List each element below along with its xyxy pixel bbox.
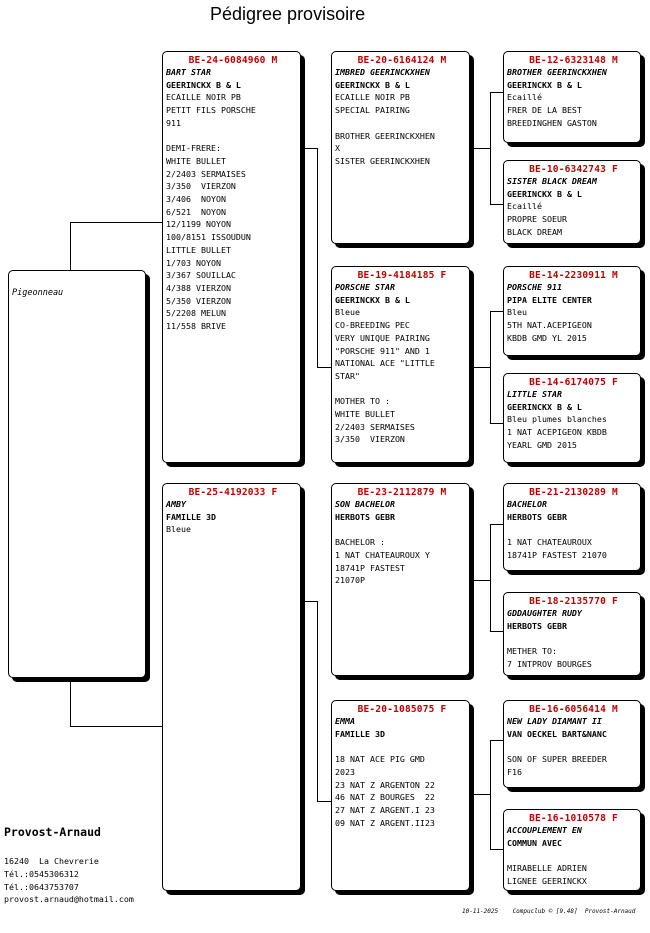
page-title: Pédigree provisoire [210,4,366,24]
connector-line [317,367,331,368]
ggp-card-dsd [503,592,641,676]
ggp-card-sss [503,51,641,143]
owner-name: HERBOTS GEBR [507,511,567,522]
connector-line [70,222,71,272]
pigeon-details: Bleue CO-BREEDING PEC VERY UNIQUE PAIRING "PORSCHE 911" AND 1 NATIONAL ACE "LITTLE STAR" MOTHER TO : WHITE BULLET 2/2403 SERMAISES 3/350 VIERZON [335,307,435,445]
ring-number: BE-16-1010578 F [529,813,618,824]
owner-name: GEERINCKX B & L [166,79,241,90]
ring-number: BE-20-1085075 F [357,704,447,715]
ggp-card-sdd [503,373,641,463]
subject-label: Pigeonneau [12,288,64,298]
ggp-card-dss [503,483,641,571]
pigeon-name: SISTER BLACK DREAM [507,176,597,186]
ring-number: BE-18-2135770 F [529,596,618,607]
breeder-contact: 16240 La Chevrerie Tél.:0545306312 Tél.:0643753707 provost.arnaud@hotmail.com [4,856,134,905]
connector-line [70,678,71,726]
dam-card [162,483,301,891]
owner-name: GEERINCKX B & L [507,401,582,412]
pigeon-name: PORSCHE STAR [335,282,395,292]
owner-name: GEERINCKX B & L [335,79,410,90]
ring-number: BE-14-6174075 F [529,377,618,388]
ring-number: BE-20-6164124 M [357,55,447,66]
owner-name: HERBOTS GEBR [335,511,395,522]
subject-box [8,270,146,678]
connector-line [490,311,491,423]
connector-line [70,222,162,223]
ring-number: BE-16-6056414 M [529,704,618,715]
ring-number: BE-23-2112879 M [357,487,447,498]
owner-name: PIPA ELITE CENTER [507,294,592,305]
pigeon-details: ECAILLE NOIR PB SPECIAL PAIRING BROTHER GEERINCKXHEN X SISTER GEERINCKXHEN [335,92,435,166]
connector-line [317,148,318,367]
connector-line [490,740,491,849]
pigeon-name: BART STAR [166,67,211,77]
owner-name: GEERINCKX B & L [507,79,582,90]
pigeon-details: 1 NAT CHATEAUROUX 18741P FASTEST 21070 [507,537,607,560]
connector-line [301,148,317,149]
connector-line [317,801,331,802]
connector-line [470,148,490,149]
ring-number: BE-24-6084960 M [188,55,278,66]
owner-name: HERBOTS GEBR [507,620,567,631]
pigeon-details: Bleu plumes blanches 1 NAT ACEPIGEON KBDB YEARL GMD 2015 [507,414,607,450]
ring-number: BE-21-2130289 M [529,487,618,498]
pigeon-name: LITTLE STAR [507,389,562,399]
ring-number: BE-14-2230911 M [529,270,618,281]
pigeon-name: BACHELOR [507,499,547,509]
pigeon-details: 18 NAT ACE PIG GMD 2023 23 NAT Z ARGENTON 22 46 NAT Z BOURGES 22 27 NAT Z ARGENT.I 23 09 NAT Z ARGENT.II23 [335,754,435,828]
pigeon-details: BACHELOR : 1 NAT CHATEAUROUX Y 18741P FASTEST 21070P [335,537,430,586]
pigeon-details: Ecaillé PROPRE SOEUR BLACK DREAM [507,201,567,237]
connector-line [490,204,503,205]
ring-number: BE-10-6342743 F [529,164,618,175]
pigeon-name: PORSCHE 911 [507,282,562,292]
pigeon-details: ECAILLE NOIR PB PETIT FILS PORSCHE 911 DEMI-FRERE: WHITE BULLET 2/2403 SERMAISES 3/350 VIERZON 3/406 NOYON 6/521 NOYON 12/1199 NOYON 100/8151 ISSOUDUN LITTLE BULLET 1/703 NOYON 3/367 SOUILLAC 4/388 VIERZON 5/350 VIERZON 5/2208 MELUN 11/558 BRIVE [166,92,256,332]
pigeon-name: ACCOUPLEMENT EN [507,825,582,835]
connector-line [490,92,503,93]
pigeon-name: EMMA [335,716,355,726]
pigeon-details: Bleu 5TH NAT.ACEPIGEON KBDB GMD YL 2015 [507,307,592,343]
connector-line [490,631,503,632]
pigeon-name: SON BACHELOR [335,499,395,509]
owner-name: GEERINCKX B & L [507,188,582,199]
owner-name: VAN OECKEL BART&NANC [507,728,607,739]
pigeon-name: BROTHER GEERINCKXHEN [507,67,607,77]
footer-text: 10-11-2025 Compuclub © [9.48] Provost-Arnaud [462,908,636,915]
dam-dam-card [331,700,470,891]
ring-number: BE-25-4192033 F [188,487,278,498]
pigeon-details: SON OF SUPER BREEDER F16 [507,754,607,777]
connector-line [490,524,503,525]
connector-line [490,92,491,204]
connector-line [317,601,318,801]
pigeon-name: IMBRED GEERINCKXHEN [335,67,430,77]
connector-line [470,794,490,795]
pigeon-name: NEW LADY DIAMANT II [507,716,602,726]
owner-name: COMMUN AVEC [507,837,562,848]
connector-line [490,311,503,312]
ggp-card-ssd [503,160,641,244]
sire-sire-card [331,51,470,244]
owner-name: FAMILLE 3D [166,511,216,522]
ggp-card-dds [503,700,641,788]
sire-card [162,51,301,463]
owner-name: FAMILLE 3D [335,728,385,739]
pigeon-details: Bleue [166,524,191,535]
pigeon-details: Ecaillé FRER DE LA BEST BREEDINGHEN GASTON [507,92,597,128]
ggp-card-ddd [503,809,641,891]
connector-line [70,726,162,727]
pigeon-details: METHER TO: 7 INTPROV BOURGES [507,646,592,669]
connector-line [470,367,490,368]
connector-line [490,849,503,850]
connector-line [470,580,490,581]
breeder-name: Provost-Arnaud [4,825,101,839]
ring-number: BE-12-6323148 M [529,55,618,66]
pigeon-name: AMBY [166,499,186,509]
connector-line [490,524,491,631]
connector-line [490,423,503,424]
sire-dam-card [331,266,470,463]
pigeon-name: GDDAUGHTER RUDY [507,608,582,618]
ggp-card-sds [503,266,641,356]
connector-line [490,740,503,741]
pigeon-details: MIRABELLE ADRIEN LIGNEE GEERINCKX [507,863,587,886]
connector-line [301,601,317,602]
ring-number: BE-19-4184185 F [357,270,447,281]
owner-name: GEERINCKX B & L [335,294,410,305]
dam-sire-card [331,483,470,676]
